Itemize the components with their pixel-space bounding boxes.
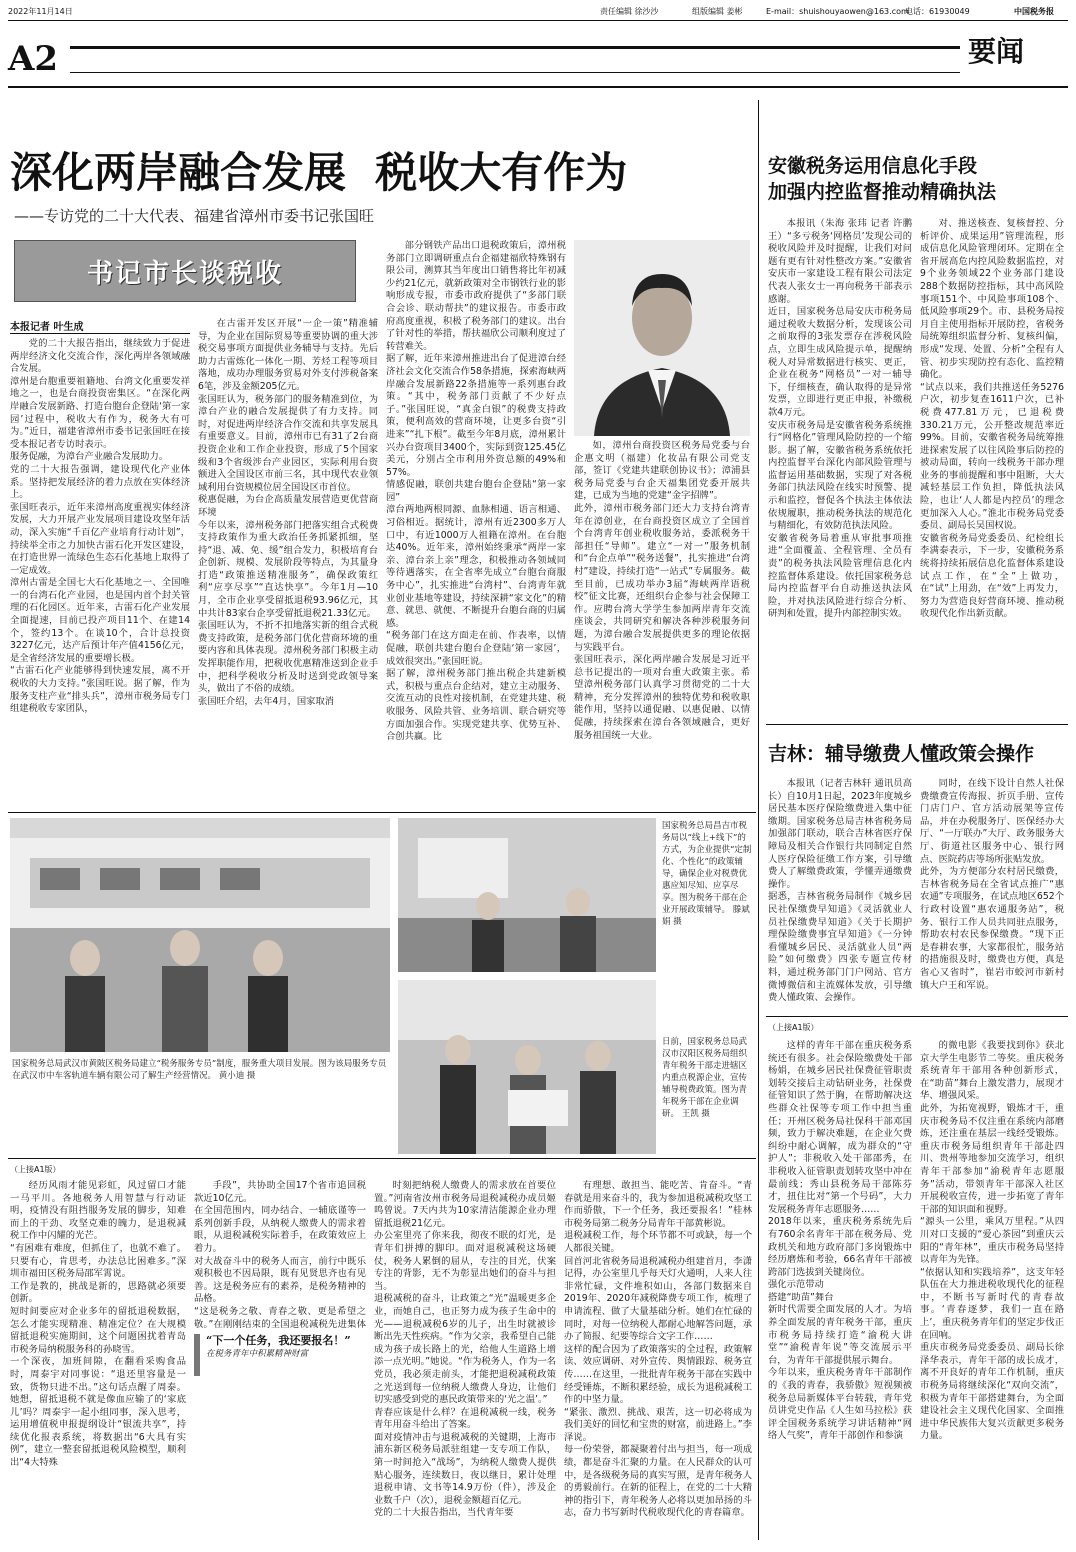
photo-office-2 bbox=[398, 980, 656, 1154]
photo-factory bbox=[10, 818, 390, 1052]
photo-factory-figure bbox=[10, 818, 390, 1052]
portrait-figure bbox=[574, 240, 750, 436]
section-title: 要闻 bbox=[968, 35, 1025, 68]
bottom-col2b bbox=[194, 1380, 366, 1544]
caption-right-1: 国家税务总局昌吉市税务局以“线上+线下”的方式，为企业提供“定制化、个性化”的政策辅导，确保企业对税费优惠应知尽知、应享尽享。图为税务干部在企业开展政策辅导。 滕斌娟 摄 bbox=[662, 821, 752, 927]
main-title: 深化两岸融合发展 税收大有作为 bbox=[10, 148, 628, 197]
bottom-col1: 经历风雨才能见彩虹，风过留口才能一马平川。各地税务人用智慧与行动证明，疫情没有阻挡服务发展的脚步，知难而上的干劲、攻坚克难的魄力，是退税减税工作中闪耀的光芒。 “有困难有难度，但抓住了，也就不难了。只要有心，肯思考，办法总比困难多。”深圳市福田区税务局邵军霄说。 工作是教的，挑战是新的，思路就必须要创新。 短时间要应对企业多年的留抵退税数据，怎么才能实现精准、精准定位？在大规模留抵退税实施期间，这个问题困扰着青岛市税务局纳税服务科的孙晓雪。 一个深夜，加班间隙，在翻看采购食品时，周泰宇对同事说：“退还里容量是一致，货物只进不出。”这句话点醒了周泰。她想，留抵退税不就是像血应输了的‘家底儿’吗？周泰宇一起小组同事，深入思考，运用增值税申报提纲设计“银流共享”，持续优化报表系统，将数据出“6大具有实例”，建立一整套留抵退税风险模型，顺利出“4大特殊 bbox=[10, 1180, 186, 1469]
header-email: E-mail：shuishouyaowen@163.com bbox=[766, 7, 909, 16]
jilin-title: 吉林：辅导缴费人懂政策会操作 bbox=[768, 743, 1035, 765]
byline: 本报记者 叶生成 bbox=[10, 322, 84, 333]
header-phone: 电话：61930049 bbox=[905, 7, 970, 16]
header-editor: 责任编辑 徐沙沙 bbox=[600, 7, 659, 16]
bottom-col6: 的微电影《我要找到你》获北京大学生电影节二等奖。重庆税务系统青年干部用各种创新形式，在“助苗”舞台上激发潜力，展现才华、增强风采。 此外，为拓宽视野，锻炼才干，重庆市税务局不仅注重在系统内部磨炼，还注重在基层一线经受锻炼。重庆市税务局组织青年干部赴四川、贵州等地参加交流学习，组织青年干部参加“渝税青年志愿服务”活动，带领青年干部深入社区开展税收宣传，进一步拓宽了青年干部的知识面和视野。 “源头一公里，乘风万里程。”从四川对口支援的“爱心茶园”到重庆云阳的“青年林”，重庆市税务局坚持以青年为先锋。 “依据认知和实践培养”，这支年轻队伍在大力推进税收现代化的征程中，不断书写新时代的青春故事。‘青春逐梦，我们一直在路上’，重庆税务青年们的坚定步伐正在回响。 重庆市税务局党委委员、副局长徐泽华表示，青年干部的成长成才，离不开良好的青年工作机制，重庆市税务局将继续深化“双向交流”，积极为青年干部搭建舞台，为全面建设社会主义现代化国家、全面推进中华民族伟大复兴贡献更多税务力量。 bbox=[920, 1040, 1064, 1442]
photo-office-1 bbox=[398, 818, 656, 972]
header-layout: 组版编辑 姜彬 bbox=[692, 7, 743, 16]
page-number: A2 bbox=[8, 39, 59, 79]
anhui-col2: 对、推送核查、复核督控、分析评价、成果运用”管理流程，形成信息化风险管理闭环。定期在全省开展高危内控风险数据监控，对9个业务领域22个业务部门建设288个数据防控指标，其中高风险事项151个、中风险事项108个、低风险事项29个。市、县税务局按月自主使用指标开展防控，省税务局统筹组织监督分析、复核纠偏，形成“发现、处置、分析”全程有人管、初步实现防控有态化、监控精确化。 “试点以来，我们共推送任务5276户次，初步复查1611户次，已补税费477.81万元，已退税费330.21万元，公开整改规范率近99%。目前，安徽省税务局统筹推进探索发展了以往风险事后防控的被动局面，转向一线税务干部办理业务的事前提醒和事中阻断，大大减轻基层工作负担，降低执法风险，也让‘人人都是内控员’的理念更加深入人心。”淮北市税务局党委委员、副局长吴国权说。 安徽省税务局党委委员、纪检组长李满泰表示，下一步，安徽税务系统将持续拓展信息化监督体系建设试点工作，在“全”上做功，在“试”上用劲，在“效”上再发力，努力为营造良好营商环境、推动税收现代化作出新贡献。 bbox=[920, 218, 1064, 620]
pull-quote-text: “下一个任务，我还要报名！” bbox=[206, 1334, 351, 1347]
jilin-col2: 同时，在线下设计自然人社保费缴费宣传海报、折页手册、宣传门店门户、官方活动展架等宣传品，并在办税服务厅、医保经办大厅、“一厅联办”大厅、政务服务大厅、街道社区服务中心、银行网点、医院药店等场所张贴发放。 此外，为方便部分农村居民缴费，吉林省税务局在全省试点推广“惠农通”专项服务，在试点地区652个行政村设置“惠农通服务站”，税务、银行工作人员共同驻点服务，帮助农村农民参保缴费。“现下正是春耕农事，大家都很忙，服务站的措施很及时，缴费也方便，真是省心又省时”，崔岩市蛟河市新村镇大户王和军说。 bbox=[920, 778, 1064, 991]
main-col3: 部分钢铁产品出口退税政策后，漳州税务部门立即调研重点台企福建福欣特殊钢有限公司，测算其当年度出口销售将比年初减少约21亿元，就新政策对全市钢铁行业的影响形成专报，市委市政府提供了“多部门联合会诊、联动帮扶”的建议报告。市委市政府高度重视，积极了税务部门的建议。出台了针对性的举措，帮扶福欣公司顺利度过了转营难关。 据了解，近年来漳州推进出台了促进漳台经济社会文化交流合作58条措施，探索海峡两岸融合发展新路22条措施等一系列惠台政策。“其中，税务部门贡献了不少好点子。”张国旺说，“真金白银”的税费支持政策，便利高效的营商环境，让更多台资“引进来”“扎下根”。截至今年8月底，漳州累计兴办台资项目3400个，实际到资125.45亿美元，分别占全市利用外资总额的49%和57%。 情感促融，联创共建台胞台企登陆“第一家园” 漳台两地两根同源、血脉相通、语言相通、习俗相近。据统计，漳州有近2300多万人口中，有近1000万人祖籍在漳州。在台胞达40%。近年来，漳州始终秉承“两岸一家亲、漳台亲上亲”理念，积极推动各领域同等待遇落实，在全省率先成立“台胞台商服务中心”，扎实推进“台湾村”、台湾青年就业创业基地等建设，持续深耕“家文化”的精意、就思、就便、不断提升台胞台商的归属感。 “税务部门在这方面走在前、作表率，以情促融，联创共建台胞台企登陆‘第一家园’，成效很突出。”张国旺说。 据了解，漳州税务部门推出税企共建新模式，积极与重点台企结对，建立主动服务、交流互动的良性对接机制，在党建共建、税收服务、风险共管、业务培训、联合研究等方面加强合作。实现党建共享、优势互补、合创共赢。比 bbox=[386, 240, 566, 743]
column-banner-text: 书记市长谈税收 bbox=[86, 258, 283, 289]
pull-quote bbox=[194, 1334, 366, 1376]
bottom-col2a: 手段”，共协助全国17个省市追回税款近10亿元。 在全国范围内，同办结合、一辅底谨等一系列创新手段，从纳税人缴费人的需求着眼，从退税减税实际着手，在政策效应上着力。 对大战奋斗中的税务人而言，前行中既乐观积极也不因局限，既有见贤思齐也有见善。这是税务应有的素养，是税务精神的品格。 “这是税务之敬、青春之敬、更是希望之敬。”在刚刚结束的全国退税减税先进集体 bbox=[194, 1180, 366, 1330]
continued-label-right: （上接A1版） bbox=[768, 1023, 819, 1032]
header-date: 2022年11月14日 bbox=[8, 7, 73, 16]
jilin-col1: 本报讯（记者吉林轩 通讯员高长）自10月1日起，2023年度城乡居民基本医疗保险缴费进入集中征缴期。国家税务总局吉林省税务局加强部门联动，联合吉林省医疗保障局及相关合作银行共同制定自然人医疗保险征缴工作方案，引导缴费人了解缴费政策，学懂弄通缴费操作。 据悉，吉林省税务局制作《城乡居民社保缴费早知道》《灵活就业人员社保缴费早知道》《关于长期护理保险缴费事宜早知道》《一分钟看懂城乡居民、灵活就业人员“两险”如何缴费》四张专题宣传材料，通过税务部门门户网站、官方微博微信和主流媒体发放，引导缴费人懂政策、会操作。 bbox=[768, 778, 912, 1004]
caption-left: 国家税务总局武汉市黄陂区税务局建立“税务服务专员”制度，服务重大项目发展。图为该局服务专员在武汉市中车客轨道车辆有限公司了解生产经营情况。 黄小迪 摄 bbox=[12, 1059, 387, 1081]
anhui-title-line2: 加强内控监督推动精确执法 bbox=[768, 181, 997, 203]
continued-label-left: （上接A1版） bbox=[10, 1165, 61, 1174]
bottom-col3: 时刻把纳税人缴费人的需求放在首要位置。”河南省汝州市税务局退税减税办成员姬鸣曾说。7天内共为10家清洁能源企业办理留抵退税21亿元。 办公室里亮了你来我，彻夜不眠的灯光，是青年们拼搏的脚印。面对退税减税这场硬仗，税务人累倒的屈从，专注的目光，伏案专注的背影，无不为彰显出她们的奋斗与担当。 退税减税的奋斗，让政策之“光”温暖更多企业，而她自己，也正努力成为孩子生命中的光——退税减税6岁的儿子，出生时就被诊断出先天性疾病。“作为父亲，我希望自己能成为孩子成长路上的光，给他人生道路上增添一点光明。”她说。“作为税务人，作为一名党员，我必须走前头，才能把退税减税政策之光送到每一位纳税人缴费人身边，让他们切实感受到党的惠民政策带来的‘光之温’。” 青春应该是什么样？在退税减税一线，税务青年用奋斗给出了答案。 面对疫情冲击与退税减税的关键期，上海市浦东新区税务局派驻组建一支专项工作队，第一时间抢入“战场”，为纳税人缴费人提供贴心服务，连续数日，夜以继日，累计处理退税申请、文书等14.9万份（件），涉及企业数千户（次），退税金额超百亿元。 党的二十大报告指出，当代青年要 bbox=[374, 1180, 556, 1519]
column-banner bbox=[14, 240, 356, 302]
header-paper: 中国税务报 bbox=[1014, 7, 1054, 16]
photo-office-2-figure bbox=[398, 980, 656, 1154]
portrait-photo bbox=[574, 240, 750, 436]
pull-quote-sub: 在税务青年中积累精神财富 bbox=[206, 1349, 309, 1359]
main-col4: 如，漳州台商投资区税务局党委与台企惠文明（福建）化妆品有限公司党支部，签订《党建共建联创协议书》；漳浦县税务局党委与台企天福集团党委开展共建，已成为当地的党建“金字招牌”。 此外，漳州市税务部门还大力支持台湾青年在漳创业，在台商投资区成立了全国首个台湾青年创业税收服务站，委派税务干部担任“导师”。建立“一对一”服务机制和“台企点单”“税务送餐”，扎实推进“台湾村”建设，持续打造“一站式”专属服务。截至目前，已成功举办3届“海峡两岸语税校”征文比赛，还组织台企参与社会保障工作。应聘台湾大学学生参加两岸青年交流座谈会，共同研究和解决各种涉税服务问题，为漳台融合发展提供更多的理论依据与实践平台。 张国旺表示，深化两岸融合发展是习近平总书记提出的一项对台重大政策主张。希望漳州税务部门认真学习贯彻党的二十大精神，充分发挥漳州的独特优势和税收职能作用，坚持以通促融、以惠促融、以情促融，持续探索在漳台各领域融合，更好服务祖国统一大业。 bbox=[574, 440, 750, 741]
caption-right-2: 日前，国家税务总局武汉市汉阳区税务局组织青年税务干部走进辖区内重点税源企业，宣传辅导税费政策。图为青年税务干部在企业调研。 王凯 摄 bbox=[662, 1037, 748, 1119]
main-col2: 在古雷开发区开展“一企一策”精准辅导，为企业在国际贸易等重要协调的重大涉税交易事项方面提供业务辅导与支持。先后助力古雷炼化一体化一期、芳烃工程等项目落地，成功办理服务贸易对外支付涉税备案6笔，涉及金额205亿元。 张国旺认为，税务部门的服务精准到位，为漳台产业的融合发展提供了有力支持。同时，对促进两岸经济合作交流和共享发展具有重要意义。目前，漳州市已有31了2台商投资企业和工作企业投资，形成了5个国家级和3个省级涉台产业园区，实际利用台资额进入全国设区市前三名，其中现代农业领域利用台资规模位居全国设区市首位。 税惠促融，为台企高质量发展营造更优营商环境 今年以来，漳州税务部门把落实组合式税费支持政策作为重大政治任务抓紧抓细，坚持“退、减、免、缓”组合发力，积极培育台企创新、规模、发展阶段等特点，为其量身打造“政策推送精准服务”，确保政策红利“应享尽享”“直达快享”。今年1月—10月，全市企业享受留抵退税93.96亿元，其中共计83家台企享受留抵退税21.33亿元。 张国旺认为，不折不扣地落实新的组合式税费支持政策，是税务部门优化营商环境的重要内容和具体表现。漳州税务部门积极主动发挥职能作用，把税收优惠精准送到企业手中，把科学税收分析及时送到党政领导案头，做出了不俗的成绩。 张国旺介绍，去年4月，国家取消 bbox=[198, 318, 378, 707]
anhui-col1: 本报讯（朱海 张玮 记者 许鹏 王）“多亏税务‘网格员’发现公司的税收风险并及时提醒，让我们对问题有更有针对性整改方案。”安徽省安庆市一家建设工程有限公司法定代表人张女士一再向税务干部表示感谢。 近日，国家税务总局安庆市税务局通过税收大数据分析，发现该公司之前取得的3张发票存在涉税风险点，立即生成风险提示单，提醒纳税人对异常数据进行核实、更正，企业在税务“网格员”一对一辅导下，仔细核查，确认取得的是异常发票，立即进行更正申报，补缴税款4万元。 安庆市税务局是安徽省税务系统推行“网格化”管理风险防控的一个缩影。据了解，安徽省税务系统依托内控监督平台深化内部风险管理与监督运用基础数据，实现了对各税务部门执法风险在线实时预警、提示和监控，督促各个执法主体依法依规履职，推动税务执法的规范化与精细化，有效防范执法风险。 安徽省税务局着重从审批事项推进“全面覆盖、全程管理、全员有责”的税务执法风险管理信息化内控监督体系建设。依托国家税务总局内控监督平台自动推送执法风险，并对执法风险进行综合分析、研判和处置，提升内部控制实效。 bbox=[768, 218, 912, 620]
bottom-col4: 有理想、敢担当、能吃苦、肯奋斗。“青春就是用来奋斗的，我为参加退税减税攻坚工作而骄傲，下一个任务，我还要报名！”桂林市税务局第二税务分局青年干部黄彬说。 退税减税工作，每个环节都不可或缺，每一个人都很关键。 回首河北省税务局退税减税办组建首月，李潇记得，办公室里几乎每天灯火通明，人来人往非常忙碌，文件堆积如山，各部门数据来自2019年、2020年减税降费专项工作，梳理了申请流程、做了大量基础分析。她们在忙碌的同时，对每一位纳税人都耐心地解答问题，承办了简报、纪要等综合文字工作…… 这样的配合因为了政策落实的全过程，政策解读、效应调研、对外宣传、舆情跟踪、税务宣传……在这里，一批批青年税务干部在实践中经受锤炼，不断积累经验，成长为退税减税工作的中坚力量。 “紧张、激烈、挑战、艰苦，这一切必将成为我们美好的回忆和宝贵的财富，前进路上。”李泽说。 每一份荣誉，都凝聚着付出与担当，每一项成绩，都是奋斗汇聚的力量。在人民群众的认可中，是各级税务局的真实写照，是青年税务人的勇毅前行。在新的征程上，在党的二十大精神的指引下，青年税务人必将以更加昂扬的斗志，奋力书写新时代税收现代化的青春篇章。 bbox=[564, 1180, 752, 1519]
photo-office-1-figure bbox=[398, 818, 656, 972]
main-subtitle: ——专访党的二十大代表、福建省漳州市委书记张国旺 bbox=[14, 207, 375, 225]
bottom-col5: 这样的青年干部在重庆税务系统还有很多。社会保险缴费处干部杨娟，在城乡居民社保费征管职责划转交接后主动钻研业务，社保费征管知识了然于胸，在帮助解决这些群众社保等专项工作中担当重任；开州区税务局社保科干部邓国频，致力于解决难题，在企业欠费纠纷中耐心调解，成为群众的“守护人”；非税收入处干部邵秀，在非税收入征管职责划转攻坚中冲在最前线；秀山县税务局干部陈芬才，扭住比对“第一个号码”，大力发展税务青年志愿服务…… 2018年以来，重庆税务系统先后有760余名青年干部在税务局、党政机关和地方政府部门多岗锻炼中经历磨炼和考验，66名青年干部被跨部门选拔到关键岗位。 强化示范带动 搭建“助苗”舞台 新时代需要全面发展的人才。为培养全面发展的青年税务干部，重庆市税务局持续打造“渝税大讲堂”“渝税青年说”等交流展示平台，为青年干部提供展示舞台。 今年以来，重庆税务青年干部制作的《我的青春，我骄傲》短视频被税务总局新媒体平台转载，青年党员讲党史作品《人生如马拉松》获评全国税务系统学习讲话精神“网络人气奖”，青年干部创作和参演 bbox=[768, 1040, 912, 1442]
main-col1: 党的二十大报告指出，继续致力于促进两岸经济文化交流合作，深化两岸各领域融合发展。 漳州是台胞重要祖籍地、台湾文化重要发祥地之一，也是台商投资密集区。“在深化两岸融合发展新路、打造台胞台企登陆‘第一家园’过程中，税收大有作为，税务大有可为。”近日，福建省漳州市委书记张国旺在接受本报记者专访时表示。 服务促融，为漳台产业融合发展助力。 党的二十大报告强调，建设现代化产业体系。坚持把发展经济的着力点放在实体经济上。 张国旺表示，近年来漳州高度重视实体经济发展，大力开展产业发展项目建设攻坚年活动，深入实施“千百亿产业培育行动计划”，持续举全市之力加快古雷石化开发区建设，在打造世界一流绿色生态石化基地上取得了一定成效。 漳州古雷是全国七大石化基地之一、全国唯一的台湾石化产业园，也是国内首个封关管理的石化园区。近年来，古雷石化产业发展全面提速，目前已投产项目11个、在建14个，签约13个。在谈10个，合计总投资3227亿元，达产后预计年产值4156亿元，是全省经济发展的重要增长极。 “古雷石化产业能够得到快速发展，离不开税收的大力支持。”张国旺说。据了解，作为服务支柱产业“排头兵”，漳州市税务局专门组建税收专家团队， bbox=[10, 338, 190, 715]
anhui-title-line1: 安徽税务运用信息化手段 bbox=[768, 155, 978, 177]
